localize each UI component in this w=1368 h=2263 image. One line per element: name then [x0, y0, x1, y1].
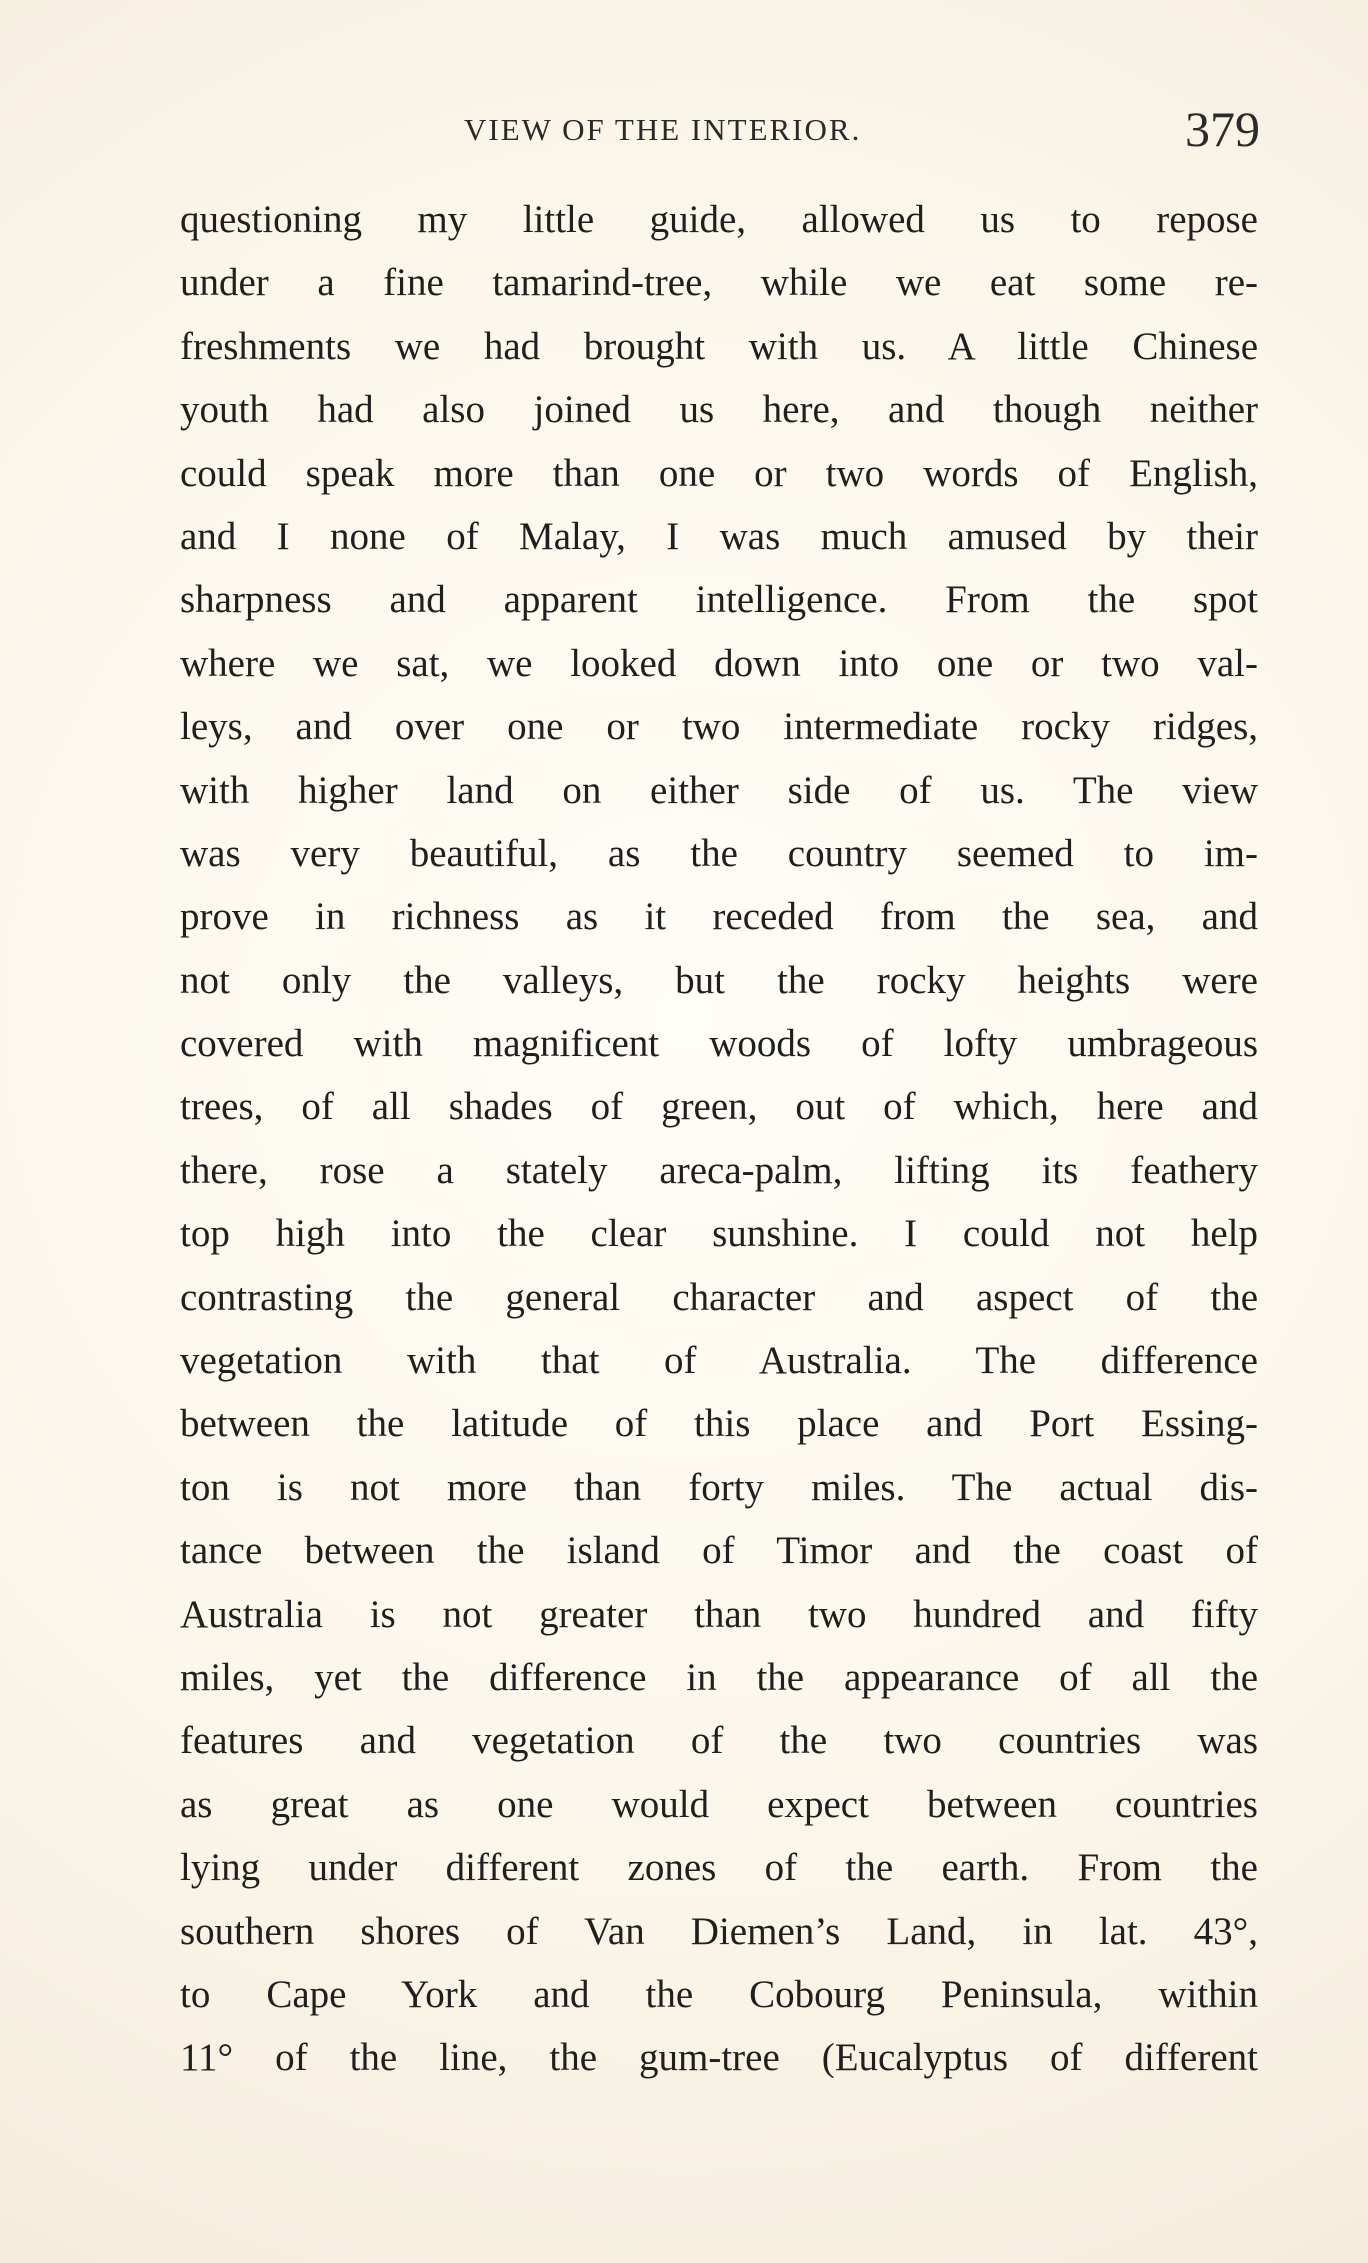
text-line: leys, and over one or two intermediate rocky ridges, — [180, 705, 1258, 749]
text-line: freshments we had brought with us. A little Chinese — [180, 324, 1258, 368]
text-line: youth had also joined us here, and though neither — [180, 388, 1258, 432]
text-line: with higher land on either side of us. The view — [180, 768, 1258, 812]
body-text — [180, 188, 1258, 2108]
text-line: where we sat, we looked down into one or two val- — [180, 641, 1258, 685]
text-line: ton is not more than forty miles. The actual dis- — [180, 1465, 1258, 1509]
text-line: trees, of all shades of green, out of which, here and — [180, 1085, 1258, 1129]
text-line: 11° of the line, the gum-tree (Eucalyptus of different — [180, 2036, 1258, 2080]
page-number: 379 — [1185, 101, 1260, 157]
text-line: not only the valleys, but the rocky heights were — [180, 958, 1258, 1002]
text-line: miles, yet the difference in the appearance of all the — [180, 1655, 1258, 1699]
text-line: there, rose a stately areca-palm, lifting its feathery — [180, 1148, 1258, 1192]
text-line: as great as one would expect between countries — [180, 1782, 1258, 1826]
text-line: under a fine tamarind-tree, while we eat some re- — [180, 261, 1258, 305]
text-line: and I none of Malay, I was much amused by their — [180, 514, 1258, 558]
text-line: features and vegetation of the two countries was — [180, 1719, 1258, 1763]
text-line: contrasting the general character and aspect of the — [180, 1275, 1258, 1319]
text-line: covered with magnificent woods of lofty umbrageous — [180, 1022, 1258, 1066]
text-line: tance between the island of Timor and the coast of — [180, 1529, 1258, 1573]
text-line: southern shores of Van Diemen’s Land, in lat. 43°, — [180, 1909, 1258, 1953]
text-line: sharpness and apparent intelligence. From the spot — [180, 578, 1258, 622]
text-line: to Cape York and the Cobourg Peninsula, within — [180, 1972, 1258, 2016]
text-line: between the latitude of this place and Port Essing- — [180, 1402, 1258, 1446]
text-line: Australia is not greater than two hundred and fifty — [180, 1592, 1258, 1636]
text-line: was very beautiful, as the country seemed to im- — [180, 831, 1258, 875]
text-line: could speak more than one or two words of English, — [180, 451, 1258, 495]
text-line: questioning my little guide, allowed us to repose — [180, 198, 1258, 241]
text-line: lying under different zones of the earth. From the — [180, 1846, 1258, 1890]
text-line: top high into the clear sunshine. I could not help — [180, 1212, 1258, 1256]
text-line: prove in richness as it receded from the sea, and — [180, 895, 1258, 939]
page-header — [180, 101, 1260, 168]
text-line: vegetation with that of Australia. The difference — [180, 1339, 1258, 1383]
running-head: VIEW OF THE INTERIOR. — [464, 112, 862, 147]
